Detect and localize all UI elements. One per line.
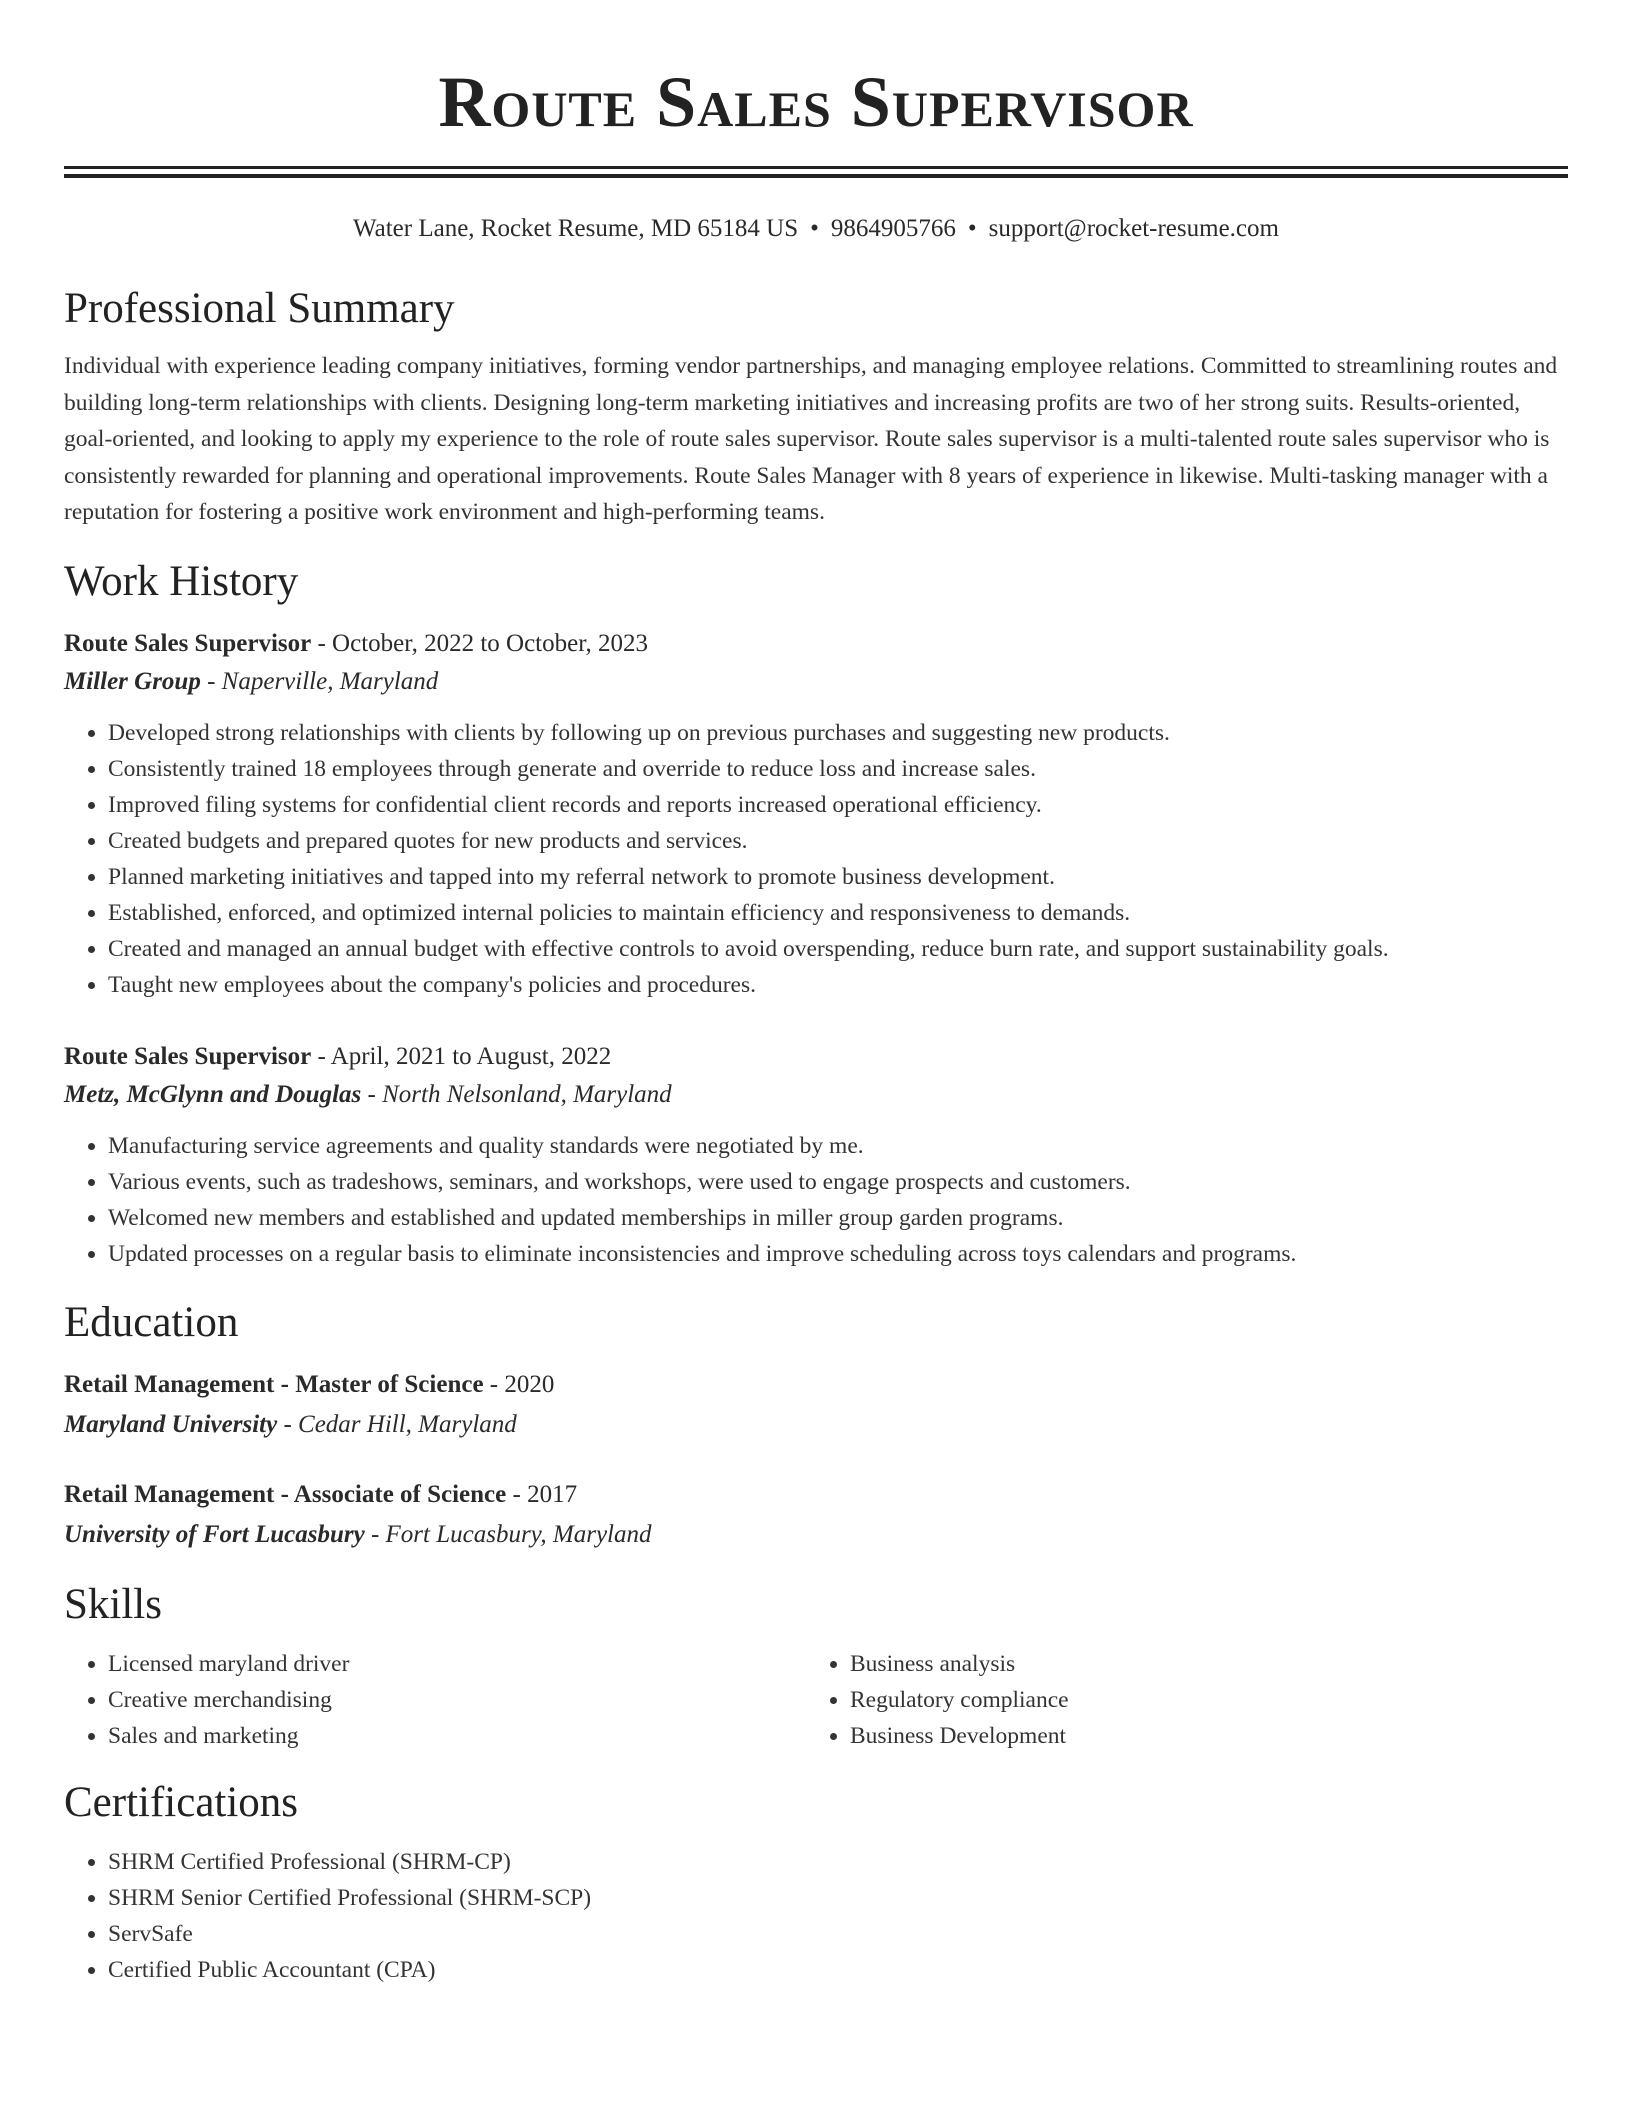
job-location: - North Nelsonland, Maryland (361, 1080, 672, 1108)
job-company: Miller Group (64, 667, 201, 695)
list-item: • Established, enforced, and optimized internal policies to maintain efficiency and responsiveness to demands. (108, 895, 1568, 931)
summary-text: Individual with experience leading company initiatives, forming vendor partnerships, and managing employee relations. Committed to streamlining routes and building long-term relationships with clients. Designing long-term marketing initiatives and increasing profits are two of her strong suits. Results-oriented, goal-oriented, and looking to apply my experience to the role of route sales supervisor. Route sales supervisor is a multi-talented route sales supervisor who is consistently rewarded for planning and operational improvements. Route Sales Manager with 8 years of experience in likewise. Multi-tasking manager with a reputation for fostering a positive work environment and high-performing teams. (64, 353, 1558, 525)
education-school: Maryland University (64, 1410, 278, 1438)
contact-address: Water Lane, Rocket Resume, MD 65184 US (353, 215, 799, 242)
contact-separator: • (967, 215, 977, 242)
header-divider-top (64, 166, 1568, 169)
list-item: • Licensed maryland driver (108, 1646, 806, 1682)
list-item: • Taught new employees about the company's policies and procedures. (108, 967, 1568, 1003)
list-item: • Planned marketing initiatives and tapped into my referral network to promote business development. (108, 859, 1568, 895)
job-bullets (64, 715, 1568, 1003)
list-item: • Business Development (850, 1718, 1548, 1754)
education-degree-line (64, 1476, 1568, 1514)
skills-list-right (806, 1646, 1548, 1754)
skills-columns (64, 1646, 1568, 1754)
education-section (64, 1298, 1568, 1554)
list-item: • Welcomed new members and established and updated memberships in miller group garden programs. (108, 1200, 1568, 1236)
job-entry (64, 1038, 1568, 1272)
header-divider-bottom (64, 174, 1568, 178)
skills-list-left (64, 1646, 806, 1754)
list-item: • Improved filing systems for confidential client records and reports increased operational efficiency. (108, 787, 1568, 823)
list-item: • Sales and marketing (108, 1718, 806, 1754)
list-item: • Business analysis (850, 1646, 1548, 1682)
contact-separator: • (810, 215, 819, 242)
list-item: • Created and managed an annual budget with effective controls to avoid overspending, reduce burn rate, and support sustainability goals. (108, 931, 1568, 967)
education-location: - Fort Lucasbury, Maryland (364, 1520, 652, 1548)
job-bullets (64, 1128, 1568, 1272)
list-item: • Creative merchandising (108, 1682, 806, 1718)
contact-phone: 9864905766 (830, 215, 956, 242)
job-company-line (64, 663, 1568, 701)
list-item: • Developed strong relationships with clients by following up on previous purchases and suggesting new products. (108, 715, 1568, 751)
education-entry (64, 1476, 1568, 1554)
education-school: University of Fort Lucasbury (64, 1520, 365, 1548)
skills-heading: Skills (64, 1580, 162, 1628)
education-degree-line (64, 1366, 1568, 1404)
work-history-heading: Work History (64, 557, 299, 605)
job-dates: - October, 2022 to October, 2023 (311, 629, 649, 657)
education-entry (64, 1366, 1568, 1444)
job-company: Metz, McGlynn and Douglas (64, 1080, 362, 1108)
education-location: - Cedar Hill, Maryland (277, 1410, 517, 1438)
list-item: • Consistently trained 18 employees through generate and override to reduce loss and increase sales. (108, 751, 1568, 787)
education-school-line (64, 1406, 1568, 1444)
education-year: - 2017 (506, 1480, 578, 1508)
summary-heading: Professional Summary (64, 285, 455, 332)
education-degree: Retail Management - Master of Science (64, 1370, 484, 1398)
certifications-section (64, 1778, 1568, 1988)
education-year: - 2020 (483, 1370, 555, 1398)
job-entry (64, 625, 1568, 1003)
list-item: • Certified Public Accountant (CPA) (108, 1952, 1568, 1988)
candidate-name: Route Sales Supervisor (438, 62, 1194, 142)
skills-section (64, 1580, 1568, 1754)
job-title-line (64, 625, 1568, 663)
list-item: • SHRM Certified Professional (SHRM-CP) (108, 1844, 1568, 1880)
education-school-line (64, 1516, 1568, 1554)
certifications-list (64, 1844, 1568, 1988)
job-role: Route Sales Supervisor (64, 629, 312, 657)
contact-line (64, 212, 1568, 246)
job-dates: - April, 2021 to August, 2022 (311, 1042, 612, 1070)
job-title-line (64, 1038, 1568, 1076)
work-history-section (64, 557, 1568, 1272)
certifications-heading: Certifications (64, 1778, 299, 1826)
list-item: • Created budgets and prepared quotes for new products and services. (108, 823, 1568, 859)
summary-section (64, 284, 1568, 531)
job-company-line (64, 1076, 1568, 1114)
list-item: • Various events, such as tradeshows, seminars, and workshops, were used to engage prospects and customers. (108, 1164, 1568, 1200)
education-degree: Retail Management - Associate of Science (64, 1480, 507, 1508)
list-item: • ServSafe (108, 1916, 1568, 1952)
job-role: Route Sales Supervisor (64, 1042, 312, 1070)
contact-email: support@rocket-resume.com (988, 215, 1279, 242)
list-item: • SHRM Senior Certified Professional (SHRM-SCP) (108, 1880, 1568, 1916)
job-location: - Naperville, Maryland (200, 667, 439, 695)
list-item: • Regulatory compliance (850, 1682, 1548, 1718)
list-item: • Updated processes on a regular basis to eliminate inconsistencies and improve scheduling across toys calendars and programs. (108, 1236, 1568, 1272)
list-item: • Manufacturing service agreements and quality standards were negotiated by me. (108, 1128, 1568, 1164)
education-heading: Education (64, 1298, 239, 1346)
